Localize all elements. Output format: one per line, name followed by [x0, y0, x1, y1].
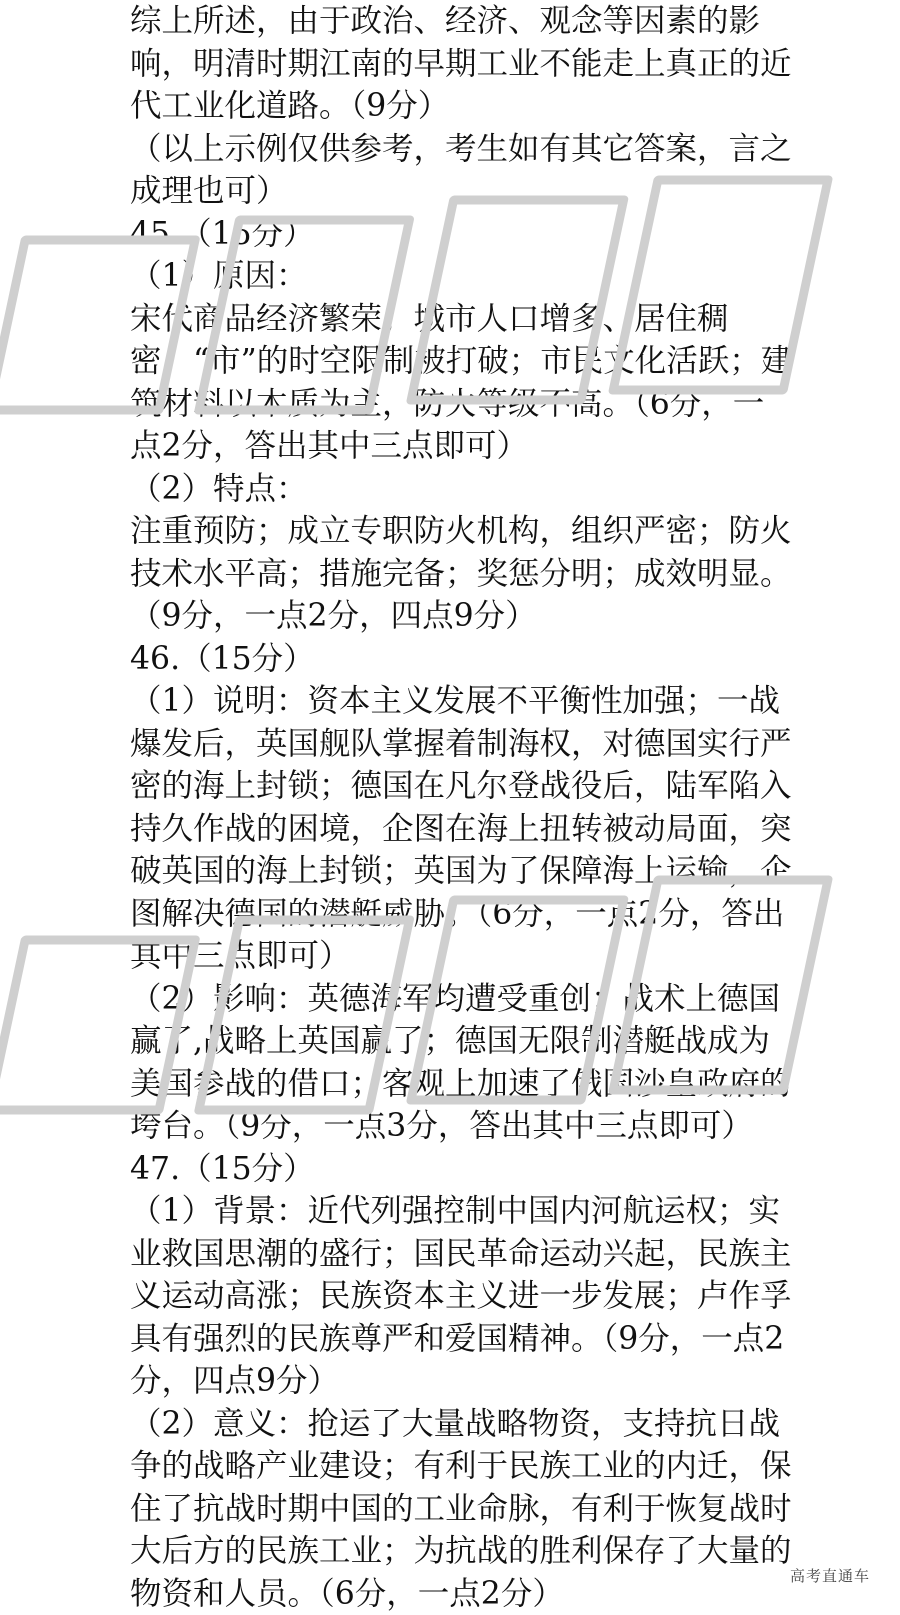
text-line: 点2分，答出其中三点即可）	[130, 425, 770, 468]
text-line: 技术水平高；措施完备；奖惩分明；成效明显。	[130, 553, 770, 596]
text-line: 具有强烈的民族尊严和爱国精神。（9分，一点2	[130, 1318, 770, 1361]
text-line: 业救国思潮的盛行；国民革命运动兴起，民族主	[130, 1233, 770, 1276]
text-line: （9分，一点2分，四点9分）	[130, 595, 770, 638]
text-line: 46.（15分）	[130, 638, 770, 681]
text-line: 47.（15分）	[130, 1148, 770, 1191]
text-line: 筑材料以木质为主，防火等级不高。（6分，一	[130, 383, 770, 426]
text-line: 分，四点9分）	[130, 1360, 770, 1403]
text-line: 美国参战的借口；客观上加速了俄国沙皇政府的	[130, 1063, 770, 1106]
text-line: 成理也可）	[130, 170, 770, 213]
text-line: 大后方的民族工业；为抗战的胜利保存了大量的	[130, 1530, 770, 1573]
text-line: 垮台。（9分，一点3分，答出其中三点即可）	[130, 1105, 770, 1148]
text-line: （1）背景：近代列强控制中国内河航运权；实	[130, 1190, 770, 1233]
text-line: （1）说明：资本主义发展不平衡性加强；一战	[130, 680, 770, 723]
text-line: （2）影响：英德海军均遭受重创；战术上德国	[130, 978, 770, 1021]
text-line: （2）意义：抢运了大量战略物资，支持抗日战	[130, 1403, 770, 1446]
text-line: 赢了,战略上英国赢了；德国无限制潜艇战成为	[130, 1020, 770, 1063]
text-line: 宋代商品经济繁荣；城市人口增多、居住稠	[130, 298, 770, 341]
text-line: 密；“市”的时空限制被打破；市民文化活跃；建	[130, 340, 770, 383]
text-line: 注重预防；成立专职防火机构，组织严密；防火	[130, 510, 770, 553]
answer-text-body	[130, 0, 770, 1615]
text-line: 45.（15分）	[130, 213, 770, 256]
text-line: （1）原因：	[130, 255, 770, 298]
text-line: 义运动高涨；民族资本主义进一步发展；卢作孚	[130, 1275, 770, 1318]
text-line: 综上所述，由于政治、经济、观念等因素的影	[130, 0, 770, 43]
text-line: 其中三点即可）	[130, 935, 770, 978]
text-line: 持久作战的困境，企图在海上扭转被动局面，突	[130, 808, 770, 851]
text-line: 住了抗战时期中国的工业命脉，有利于恢复战时	[130, 1488, 770, 1531]
footer-logo: 高考直通车	[790, 1565, 870, 1586]
text-line: 破英国的海上封锁；英国为了保障海上运输，企	[130, 850, 770, 893]
text-line: 争的战略产业建设；有利于民族工业的内迁，保	[130, 1445, 770, 1488]
text-line: 爆发后，英国舰队掌握着制海权，对德国实行严	[130, 723, 770, 766]
text-line: 物资和人员。（6分，一点2分）	[130, 1573, 770, 1615]
text-line: （以上示例仅供参考，考生如有其它答案，言之	[130, 128, 770, 171]
text-line: 图解决德国的潜艇威胁。（6分，一点2分，答出	[130, 893, 770, 936]
text-line: 密的海上封锁；德国在凡尔登战役后，陆军陷入	[130, 765, 770, 808]
text-line: 响，明清时期江南的早期工业不能走上真正的近	[130, 43, 770, 86]
text-line: （2）特点：	[130, 468, 770, 511]
text-line: 代工业化道路。（9分）	[130, 85, 770, 128]
